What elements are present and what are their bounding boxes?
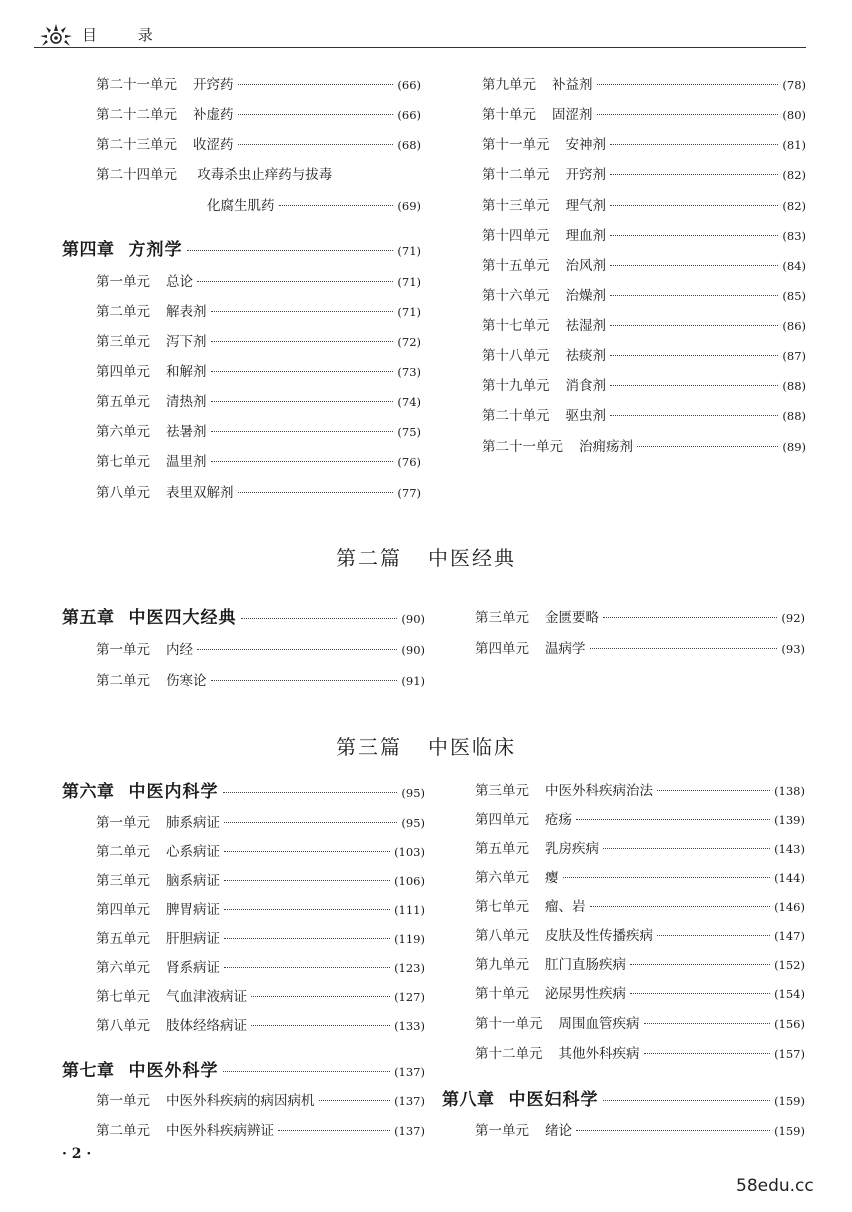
entry-title: 皮肤及性传播疾病 — [545, 928, 653, 944]
watermark: 58edu.cc — [736, 1176, 814, 1196]
entry-title: 清热剂 — [166, 394, 207, 410]
dot-leader — [224, 822, 397, 823]
toc-entry[interactable] — [482, 165, 806, 185]
page-number: (84) — [782, 259, 806, 273]
dot-leader — [197, 281, 393, 282]
toc-entry[interactable] — [96, 929, 425, 949]
dot-leader — [590, 648, 778, 649]
toc-entry[interactable] — [96, 1091, 425, 1111]
page-number: (137) — [394, 1124, 425, 1138]
page-number: (139) — [774, 813, 805, 827]
unit-label: 第一单元 — [96, 642, 150, 658]
chapter-heading[interactable] — [62, 1061, 425, 1081]
page-number: (159) — [774, 1124, 805, 1138]
entry-title: 肝胆病证 — [166, 931, 220, 947]
toc-entry[interactable] — [96, 958, 425, 978]
toc-entry[interactable] — [475, 839, 805, 859]
chapter-title: 方剂学 — [128, 240, 183, 260]
toc-entry[interactable] — [96, 75, 421, 95]
page-number: (138) — [774, 784, 805, 798]
entry-title: 瘤、岩 — [545, 899, 586, 915]
dot-leader — [610, 325, 778, 326]
toc-entry[interactable] — [96, 640, 425, 660]
page-number: (91) — [401, 674, 425, 688]
toc-entry[interactable] — [96, 135, 421, 155]
entry-title: 治燥剂 — [565, 288, 606, 304]
unit-label: 第十三单元 — [482, 198, 550, 214]
page-number: (106) — [394, 874, 425, 888]
unit-label: 第十五单元 — [482, 258, 550, 274]
page-footer-number: · 2 · — [62, 1146, 92, 1162]
dot-leader — [637, 446, 778, 447]
toc-entry[interactable] — [96, 1121, 425, 1141]
page-number: (133) — [394, 1019, 425, 1033]
toc-entry[interactable] — [96, 165, 332, 185]
chapter-title: 中医妇科学 — [508, 1090, 599, 1110]
toc-entry[interactable] — [96, 871, 425, 891]
unit-label: 第七单元 — [96, 454, 150, 470]
page-number: (66) — [397, 78, 421, 92]
page-number: (68) — [397, 138, 421, 152]
dot-leader — [251, 996, 390, 997]
toc-entry[interactable] — [475, 868, 805, 888]
toc-entry[interactable] — [482, 256, 806, 276]
page-number: (111) — [394, 903, 425, 917]
page-number: (87) — [782, 349, 806, 363]
chapter-label: 第八章 — [442, 1090, 495, 1110]
unit-label: 第一单元 — [96, 274, 150, 290]
toc-entry[interactable] — [96, 483, 421, 503]
page-number: (72) — [397, 335, 421, 349]
dot-leader — [610, 385, 778, 386]
entry-title: 其他外科疾病 — [558, 1046, 640, 1062]
toc-entry[interactable] — [475, 984, 805, 1004]
unit-label: 第二单元 — [96, 673, 150, 689]
entry-title: 泻下剂 — [166, 334, 207, 350]
dot-leader — [597, 114, 779, 115]
entry-title: 周围血管疾病 — [558, 1016, 640, 1032]
page-number: (92) — [781, 611, 805, 625]
dot-leader — [211, 431, 394, 432]
entry-title: 祛湿剂 — [565, 318, 606, 334]
unit-label: 第九单元 — [475, 957, 529, 973]
page-number: (66) — [397, 108, 421, 122]
unit-label: 第三单元 — [475, 610, 529, 626]
dot-leader — [610, 295, 778, 296]
page-number: (123) — [394, 961, 425, 975]
entry-title: 理血剂 — [565, 228, 606, 244]
toc-entry[interactable] — [96, 392, 421, 412]
entry-title: 补虚药 — [193, 107, 234, 123]
page-number: (95) — [401, 816, 425, 830]
entry-title: 温里剂 — [166, 454, 207, 470]
entry-title: 固涩剂 — [552, 107, 593, 123]
unit-label: 第一单元 — [475, 1123, 529, 1139]
entry-title: 泌尿男性疾病 — [545, 986, 626, 1002]
toc-entry-continuation[interactable] — [207, 196, 421, 216]
unit-label: 第二单元 — [96, 304, 150, 320]
page-number: (143) — [774, 842, 805, 856]
unit-label: 第五单元 — [96, 394, 150, 410]
toc-entry[interactable] — [475, 1044, 805, 1064]
dot-leader — [610, 144, 778, 145]
dot-leader — [223, 792, 398, 793]
toc-entry[interactable] — [482, 437, 806, 457]
header-title: 目 录 — [82, 26, 171, 44]
sunburst-logo-icon — [34, 20, 78, 50]
entry-title: 温病学 — [545, 641, 586, 657]
entry-title: 乳房疾病 — [545, 841, 599, 857]
chapter-label: 第七章 — [62, 1061, 115, 1081]
unit-label: 第二十四单元 — [96, 167, 177, 183]
dot-leader — [224, 880, 390, 881]
page-number: (81) — [782, 138, 806, 152]
toc-entry[interactable] — [482, 75, 806, 95]
page-number: (103) — [394, 845, 425, 859]
unit-label: 第四单元 — [96, 364, 150, 380]
toc-entry[interactable] — [96, 422, 421, 442]
page-number: (83) — [782, 229, 806, 243]
page-number: (71) — [397, 305, 421, 319]
chapter-heading[interactable] — [62, 608, 425, 628]
toc-entry[interactable] — [482, 196, 806, 216]
page-number: (95) — [401, 786, 425, 800]
dot-leader — [278, 1130, 390, 1131]
page-number: (78) — [782, 78, 806, 92]
unit-label: 第十二单元 — [475, 1046, 543, 1062]
unit-label: 第十四单元 — [482, 228, 550, 244]
toc-entry[interactable] — [96, 671, 425, 691]
part-ordinal: 第二篇 — [336, 546, 402, 570]
entry-title: 脾胃病证 — [166, 902, 220, 918]
dot-leader — [644, 1053, 771, 1054]
entry-title: 内经 — [166, 642, 193, 658]
dot-leader — [563, 877, 771, 878]
toc-entry[interactable] — [482, 376, 806, 396]
page-number: (156) — [774, 1017, 805, 1031]
unit-label: 第一单元 — [96, 815, 150, 831]
toc-entry[interactable] — [475, 608, 805, 628]
dot-leader — [576, 819, 770, 820]
dot-leader — [603, 1100, 771, 1101]
dot-leader — [610, 415, 778, 416]
chapter-label: 第五章 — [62, 608, 115, 628]
page-number: (127) — [394, 990, 425, 1004]
dot-leader — [576, 1130, 770, 1131]
toc-entry[interactable] — [96, 813, 425, 833]
toc-entry[interactable] — [482, 286, 806, 306]
page-number: (89) — [782, 440, 806, 454]
toc-entry[interactable] — [475, 955, 805, 975]
dot-leader — [238, 144, 394, 145]
toc-entry[interactable] — [475, 926, 805, 946]
dot-leader — [610, 235, 778, 236]
toc-entry[interactable] — [96, 272, 421, 292]
unit-label: 第九单元 — [482, 77, 536, 93]
unit-label: 第八单元 — [475, 928, 529, 944]
entry-title: 安神剂 — [565, 137, 606, 153]
dot-leader — [224, 851, 390, 852]
part-name: 中医经典 — [428, 546, 516, 570]
unit-label: 第十八单元 — [482, 348, 550, 364]
entry-title: 心系病证 — [166, 844, 220, 860]
dot-leader — [610, 265, 778, 266]
toc-entry[interactable] — [482, 346, 806, 366]
unit-label: 第十单元 — [482, 107, 536, 123]
page-number: (93) — [781, 642, 805, 656]
entry-title: 疮疡 — [545, 812, 572, 828]
dot-leader — [238, 84, 394, 85]
dot-leader — [603, 848, 770, 849]
chapter-title: 中医四大经典 — [128, 608, 237, 628]
unit-label: 第十单元 — [475, 986, 529, 1002]
chapter-label: 第四章 — [62, 240, 115, 260]
entry-title: 治痈疡剂 — [579, 439, 633, 455]
page-number: (159) — [774, 1094, 805, 1108]
toc-entry[interactable] — [96, 900, 425, 920]
page-number: (77) — [397, 486, 421, 500]
unit-label: 第五单元 — [96, 931, 150, 947]
chapter-heading[interactable] — [442, 1090, 805, 1110]
toc-entry[interactable] — [96, 842, 425, 862]
toc-entry[interactable] — [96, 452, 421, 472]
page-number: (147) — [774, 929, 805, 943]
entry-title: 化腐生肌药 — [207, 198, 275, 214]
toc-entry[interactable] — [475, 897, 805, 917]
entry-title: 解表剂 — [166, 304, 207, 320]
dot-leader — [279, 205, 394, 206]
dot-leader — [211, 461, 394, 462]
toc-entry[interactable] — [475, 810, 805, 830]
entry-title: 肺系病证 — [166, 815, 220, 831]
entry-title: 理气剂 — [565, 198, 606, 214]
page-header — [34, 20, 806, 50]
toc-entry[interactable] — [96, 362, 421, 382]
dot-leader — [224, 909, 390, 910]
entry-title: 金匮要略 — [545, 610, 599, 626]
chapter-heading[interactable] — [62, 782, 425, 802]
page-number: (73) — [397, 365, 421, 379]
dot-leader — [187, 250, 394, 251]
page-number: (76) — [397, 455, 421, 469]
dot-leader — [211, 371, 394, 372]
dot-leader — [211, 401, 394, 402]
chapter-title: 中医外科学 — [128, 1061, 219, 1081]
page-number: (88) — [782, 409, 806, 423]
unit-label: 第二十单元 — [482, 408, 550, 424]
toc-entry[interactable] — [96, 1016, 425, 1036]
page-number: (82) — [782, 168, 806, 182]
entry-title: 治风剂 — [565, 258, 606, 274]
entry-title: 攻毒杀虫止痒药与拔毒 — [197, 167, 333, 183]
entry-title: 脑系病证 — [166, 873, 220, 889]
entry-title: 中医外科疾病辨证 — [166, 1123, 274, 1139]
entry-title: 中医外科疾病治法 — [545, 783, 653, 799]
dot-leader — [197, 649, 397, 650]
dot-leader — [238, 492, 394, 493]
unit-label: 第二单元 — [96, 1123, 150, 1139]
page-number: (119) — [394, 932, 425, 946]
entry-title: 总论 — [166, 274, 193, 290]
dot-leader — [597, 84, 779, 85]
unit-label: 第六单元 — [96, 960, 150, 976]
page-number: (80) — [782, 108, 806, 122]
unit-label: 第四单元 — [475, 812, 529, 828]
unit-label: 第三单元 — [96, 873, 150, 889]
page-number: (71) — [397, 275, 421, 289]
unit-label: 第四单元 — [96, 902, 150, 918]
entry-title: 开窍药 — [193, 77, 234, 93]
toc-entry[interactable] — [482, 105, 806, 125]
dot-leader — [223, 1071, 391, 1072]
unit-label: 第十二单元 — [482, 167, 550, 183]
page-number: (85) — [782, 289, 806, 303]
page-number: (86) — [782, 319, 806, 333]
part-ordinal: 第三篇 — [336, 735, 402, 759]
toc-entry[interactable] — [482, 226, 806, 246]
unit-label: 第二十二单元 — [96, 107, 177, 123]
entry-title: 瘿 — [545, 870, 559, 886]
dot-leader — [630, 964, 770, 965]
unit-label: 第十六单元 — [482, 288, 550, 304]
unit-label: 第二十三单元 — [96, 137, 177, 153]
entry-title: 气血津液病证 — [166, 989, 247, 1005]
toc-entry[interactable] — [96, 332, 421, 352]
toc-entry[interactable] — [96, 987, 425, 1007]
dot-leader — [644, 1023, 771, 1024]
page-number: (88) — [782, 379, 806, 393]
toc-entry[interactable] — [482, 135, 806, 155]
entry-title: 补益剂 — [552, 77, 593, 93]
entry-title: 祛痰剂 — [565, 348, 606, 364]
unit-label: 第二十一单元 — [96, 77, 177, 93]
chapter-title: 中医内科学 — [128, 782, 219, 802]
dot-leader — [610, 174, 778, 175]
page-number: (90) — [401, 612, 425, 626]
page-number: (137) — [394, 1065, 425, 1079]
toc-entry[interactable] — [475, 781, 805, 801]
page-number: (152) — [774, 958, 805, 972]
toc-entry[interactable] — [475, 639, 805, 659]
page-number: (137) — [394, 1094, 425, 1108]
unit-label: 第二十一单元 — [482, 439, 563, 455]
page-number: (144) — [774, 871, 805, 885]
page-number: (74) — [397, 395, 421, 409]
part-heading — [0, 542, 852, 571]
entry-title: 伤寒论 — [166, 673, 207, 689]
entry-title: 绪论 — [545, 1123, 572, 1139]
unit-label: 第五单元 — [475, 841, 529, 857]
unit-label: 第八单元 — [96, 1018, 150, 1034]
dot-leader — [211, 341, 394, 342]
unit-label: 第七单元 — [96, 989, 150, 1005]
entry-title: 肛门直肠疾病 — [545, 957, 626, 973]
entry-title: 驱虫剂 — [565, 408, 606, 424]
entry-title: 表里双解剂 — [166, 485, 234, 501]
entry-title: 开窍剂 — [565, 167, 606, 183]
page-number: (69) — [397, 199, 421, 213]
dot-leader — [319, 1100, 391, 1101]
unit-label: 第六单元 — [96, 424, 150, 440]
dot-leader — [211, 680, 398, 681]
dot-leader — [657, 935, 770, 936]
unit-label: 第一单元 — [96, 1093, 150, 1109]
toc-entry[interactable] — [482, 406, 806, 426]
dot-leader — [610, 205, 778, 206]
dot-leader — [224, 967, 390, 968]
entry-title: 祛暑剂 — [166, 424, 207, 440]
header-divider — [34, 47, 806, 48]
entry-title: 收涩药 — [193, 137, 234, 153]
entry-title: 肢体经络病证 — [166, 1018, 247, 1034]
toc-entry[interactable] — [96, 105, 421, 125]
dot-leader — [630, 993, 770, 994]
part-heading — [0, 731, 852, 760]
unit-label: 第十一单元 — [482, 137, 550, 153]
dot-leader — [610, 355, 778, 356]
entry-title: 中医外科疾病的病因病机 — [166, 1093, 315, 1109]
unit-label: 第八单元 — [96, 485, 150, 501]
toc-entry[interactable] — [475, 1014, 805, 1034]
page-number: (146) — [774, 900, 805, 914]
dot-leader — [657, 790, 770, 791]
unit-label: 第七单元 — [475, 899, 529, 915]
unit-label: 第四单元 — [475, 641, 529, 657]
page-number: (75) — [397, 425, 421, 439]
unit-label: 第六单元 — [475, 870, 529, 886]
unit-label: 第二单元 — [96, 844, 150, 860]
page-number: (90) — [401, 643, 425, 657]
entry-title: 和解剂 — [166, 364, 207, 380]
page-number: (154) — [774, 987, 805, 1001]
dot-leader — [251, 1025, 390, 1026]
unit-label: 第三单元 — [475, 783, 529, 799]
dot-leader — [238, 114, 394, 115]
page-number: (157) — [774, 1047, 805, 1061]
page-number: (71) — [397, 244, 421, 258]
entry-title: 肾系病证 — [166, 960, 220, 976]
dot-leader — [603, 617, 777, 618]
part-name: 中医临床 — [428, 735, 516, 759]
page-number: (82) — [782, 199, 806, 213]
toc-entry[interactable] — [96, 302, 421, 322]
unit-label: 第三单元 — [96, 334, 150, 350]
unit-label: 第十七单元 — [482, 318, 550, 334]
toc-entry[interactable] — [475, 1121, 805, 1141]
dot-leader — [211, 311, 394, 312]
unit-label: 第十九单元 — [482, 378, 550, 394]
chapter-heading[interactable] — [62, 240, 421, 260]
toc-entry[interactable] — [482, 316, 806, 336]
unit-label: 第十一单元 — [475, 1016, 543, 1032]
chapter-label: 第六章 — [62, 782, 115, 802]
dot-leader — [590, 906, 771, 907]
dot-leader — [224, 938, 390, 939]
entry-title: 消食剂 — [565, 378, 606, 394]
dot-leader — [241, 618, 398, 619]
